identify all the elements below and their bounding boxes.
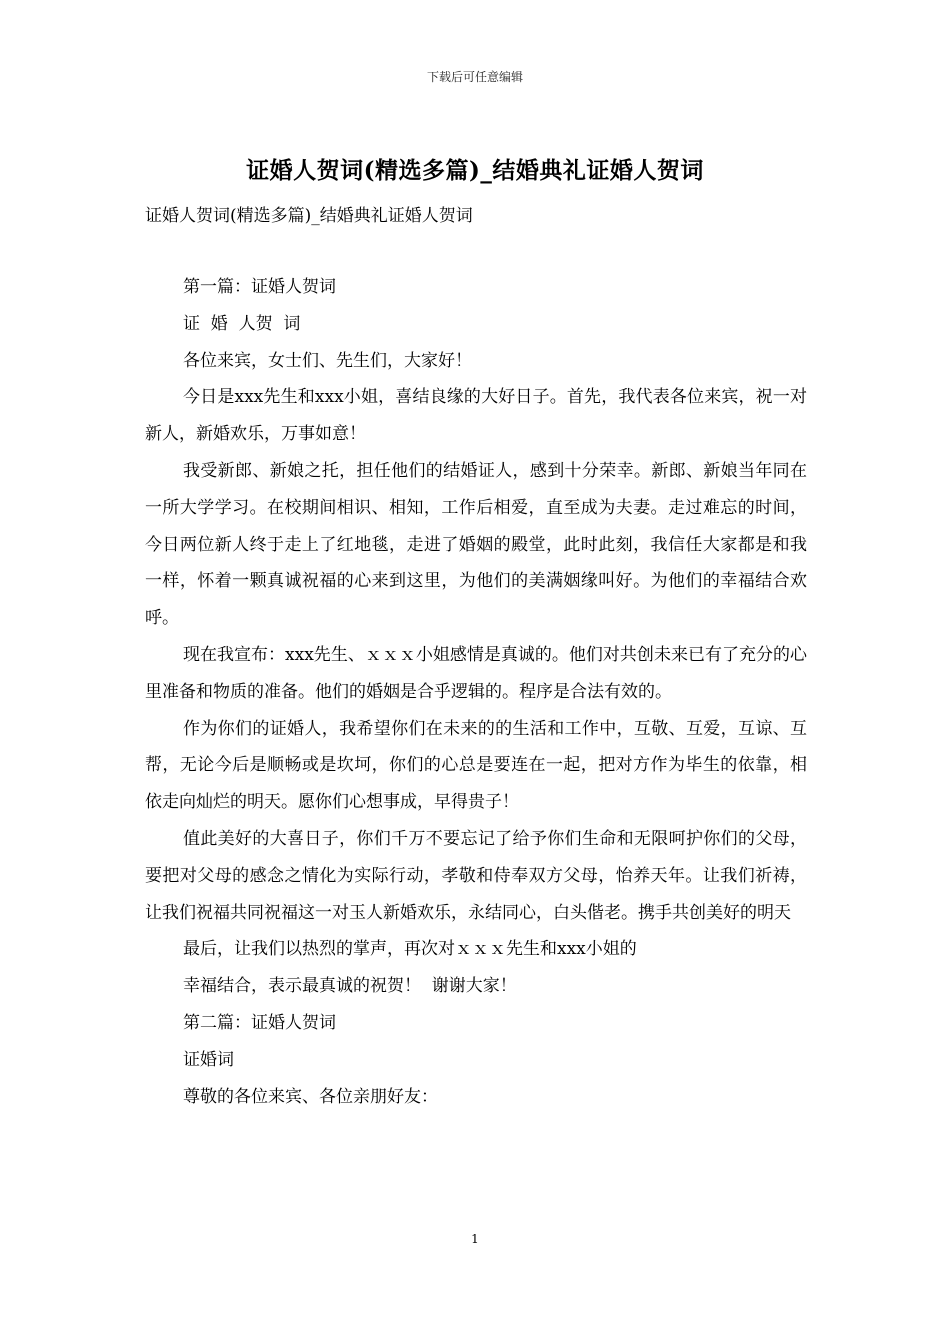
greeting-paragraph: 尊敬的各位来宾、各位亲朋好友： bbox=[183, 1086, 438, 1107]
page-header-note: 下载后可任意编辑 bbox=[426, 70, 523, 84]
body-paragraph: 今日是xxx先生和xxx小姐，喜结良缘的大好日子。首先，我代表各位来宾，祝一对新人，新婚欢乐，万事如意！ bbox=[145, 387, 807, 445]
body-paragraph: 值此美好的大喜日子，你们千万不要忘记了给予你们生命和无限呵护你们的父母，要把对父母的感念之情化为实际行动，孝敬和侍奉双方父母，怡养天年。让我们祈祷，让我们祝福共同祝福这一对玉人新婚欢乐，永结同心，白头偕老。携手共创美好的明天 bbox=[145, 828, 807, 923]
greeting-paragraph: 各位来宾，女士们、先生们，大家好！ bbox=[183, 350, 472, 371]
body-paragraph: 最后，让我们以热烈的掌声，再次对ｘｘｘ先生和xxx小姐的 bbox=[183, 939, 637, 960]
document-subtitle: 证婚人贺词(精选多篇)_结婚典礼证婚人贺词 bbox=[145, 206, 473, 226]
body-paragraph: 作为你们的证婚人，我希望你们在未来的的生活和工作中，互敬、互爱，互谅、互帮，无论今后是顺畅或是坎坷，你们的心总是要连在一起，把对方作为毕生的依靠，相依走向灿烂的明天。愿你们心想事成，早得贵子！ bbox=[145, 718, 807, 813]
document-title: 证婚人贺词(精选多篇)_结婚典礼证婚人贺词 bbox=[246, 157, 704, 184]
section-heading-1: 第一篇：证婚人贺词 bbox=[183, 277, 336, 297]
page-number: 1 bbox=[471, 1232, 479, 1246]
body-paragraph: 幸福结合，表示最真诚的祝贺！ 谢谢大家！ bbox=[183, 976, 517, 997]
document-body bbox=[145, 269, 807, 1115]
speech-title-1: 证 婚 人贺 词 bbox=[183, 313, 301, 334]
section-heading-2: 第二篇：证婚人贺词 bbox=[183, 1012, 336, 1033]
body-paragraph: 现在我宣布：xxx先生、ｘｘｘ小姐感情是真诚的。他们对共创未来已有了充分的心里准备和物质的准备。他们的婚姻是合乎逻辑的。程序是合法有效的。 bbox=[145, 644, 807, 702]
body-paragraph: 我受新郎、新娘之托，担任他们的结婚证人，感到十分荣幸。新郎、新娘当年同在一所大学学习。在校期间相识、相知，工作后相爱，直至成为夫妻。走过难忘的时间，今日两位新人终于走上了红地毯，走进了婚姻的殿堂，此时此刻，我信任大家都是和我一样，怀着一颗真诚祝福的心来到这里，为他们的美满姻缘叫好。为他们的幸福结合欢呼。 bbox=[145, 460, 807, 629]
speech-title-2: 证婚词 bbox=[183, 1049, 234, 1070]
